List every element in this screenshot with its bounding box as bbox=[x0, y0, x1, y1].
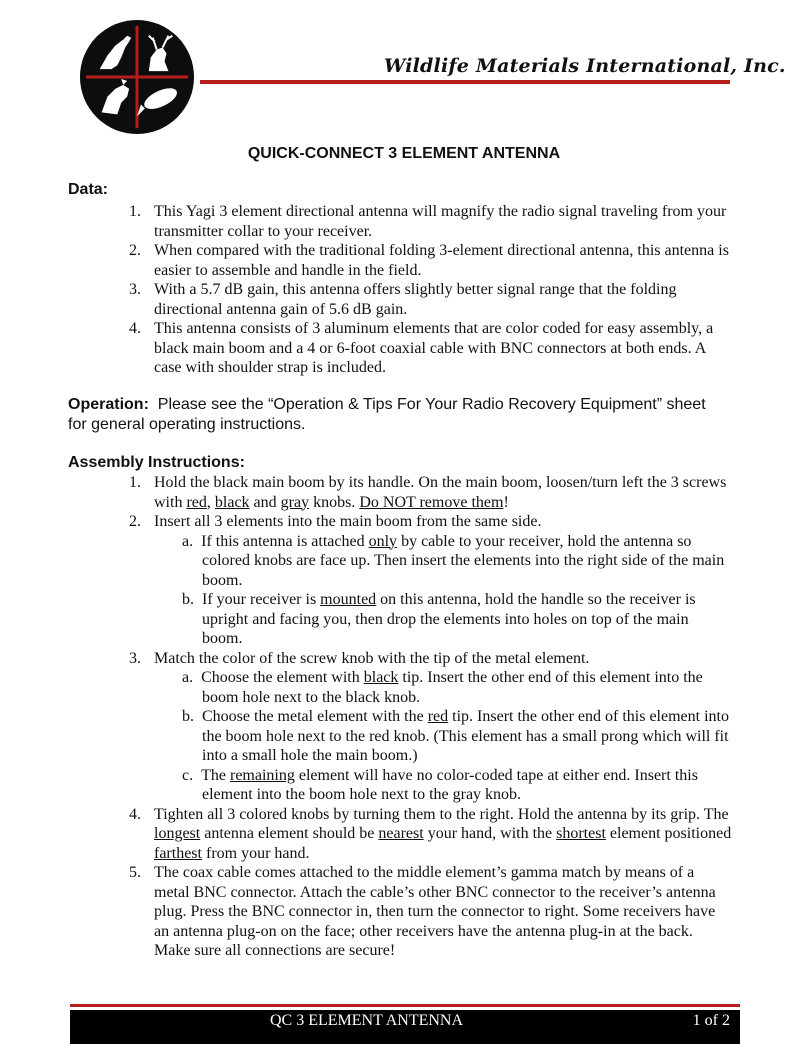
list-item: 1. This Yagi 3 element directional antenna will magnify the radio signal traveling from your transmitter collar to your receiver. bbox=[129, 203, 727, 240]
sub-item: a. If this antenna is attached only by cable to your receiver, hold the antenna so colored knobs are face up. Then insert the elements into the right side of the main boom. bbox=[182, 532, 725, 589]
data-list bbox=[68, 202, 732, 378]
operation-heading: Operation: bbox=[68, 396, 149, 413]
header-rule bbox=[200, 80, 730, 84]
list-item: 5. The coax cable comes attached to the middle element’s gamma match by means of a metal BNC connector. Attach the cable’s other BNC connector to the receiver’s antenna plug. Press the BNC connector in, then turn the connector to right. Some receivers have an antenna plug-on on the face; other receivers have the antenna plug-in at the back. Make sure all connections are secure! bbox=[129, 864, 716, 959]
sub-item: a. Choose the element with black tip. Insert the other end of this element into the boom hole next to the black knob. bbox=[182, 669, 703, 706]
list-item: 3. Match the color of the screw knob with the tip of the metal element. a. Choose the element with black tip. Insert the other end of this element into the boom hole next to the black knob. b. Choose the metal element with the red tip. Insert the other end of this element into the boom hole next to the red knob. (This element has a small prong which will fit into a small hole the main boom.) c. The remaining element will have no color-coded tape at either end. Insert this element into the boom hole next to the gray knob. bbox=[68, 649, 732, 805]
list-item: 2. When compared with the traditional folding 3-element directional antenna, this antenna is easier to assemble and handle in the field. bbox=[129, 242, 729, 279]
sub-item: c. The remaining element will have no color-coded tape at either end. Insert this element into the boom hole next to the gray knob. bbox=[182, 766, 698, 803]
list-item: 4. Tighten all 3 colored knobs by turning them to the right. Hold the antenna by its grip. The longest antenna element should be nearest your hand, with the shortest element positioned farthest from your hand. bbox=[129, 805, 732, 862]
sub-item: b. Choose the metal element with the red tip. Insert the other end of this element into the boom hole next to the red knob. (This element has a small prong which will fit into a small hole the main boom.) bbox=[182, 708, 729, 764]
page-title: QUICK-CONNECT 3 ELEMENT ANTENNA bbox=[247, 145, 561, 162]
operation-text: Please see the “Operation & Tips For Your Radio Recovery Equipment” sheet for general operating instructions. bbox=[68, 396, 706, 433]
sub-list bbox=[154, 668, 732, 805]
footer-doc-name: QC 3 ELEMENT ANTENNA bbox=[270, 1012, 464, 1029]
page-number: 1 of 2 bbox=[692, 1012, 730, 1029]
company-name: Wildlife Materials International, Inc. bbox=[384, 55, 786, 77]
data-heading: Data: bbox=[68, 181, 109, 198]
company-logo bbox=[78, 18, 196, 136]
sub-item: b. If your receiver is mounted on this antenna, hold the handle so the receiver is upright and facing you, then drop the elements into holes on top of the main boom. bbox=[182, 591, 696, 647]
list-item: 1. Hold the black main boom by its handle. On the main boom, loosen/turn left the 3 screws with red, black and gray knobs. Do NOT remove them! bbox=[129, 474, 727, 511]
list-item: 3. With a 5.7 dB gain, this antenna offers slightly better signal range that the folding directional antenna gain of 5.6 dB gain. bbox=[129, 281, 677, 318]
footer-rule bbox=[70, 1004, 740, 1007]
sub-list bbox=[154, 532, 732, 649]
list-item: 4. This antenna consists of 3 aluminum elements that are color coded for easy assembly, a black main boom and a 4 or 6-foot coaxial cable with BNC connectors at both ends. A case with shoulder strap is included. bbox=[129, 320, 714, 376]
list-item: 2. Insert all 3 elements into the main boom from the same side. a. If this antenna is attached only by cable to your receiver, hold the antenna so colored knobs are face up. Then insert the elements into the right side of the main boom. b. If your receiver is mounted on this antenna, hold the handle so the receiver is upright and facing you, then drop the elements into holes on top of the main boom. bbox=[68, 512, 732, 649]
assembly-heading: Assembly Instructions: bbox=[68, 454, 245, 471]
footer-bar bbox=[70, 1010, 740, 1044]
operation-paragraph bbox=[68, 395, 728, 435]
assembly-list bbox=[68, 473, 732, 961]
